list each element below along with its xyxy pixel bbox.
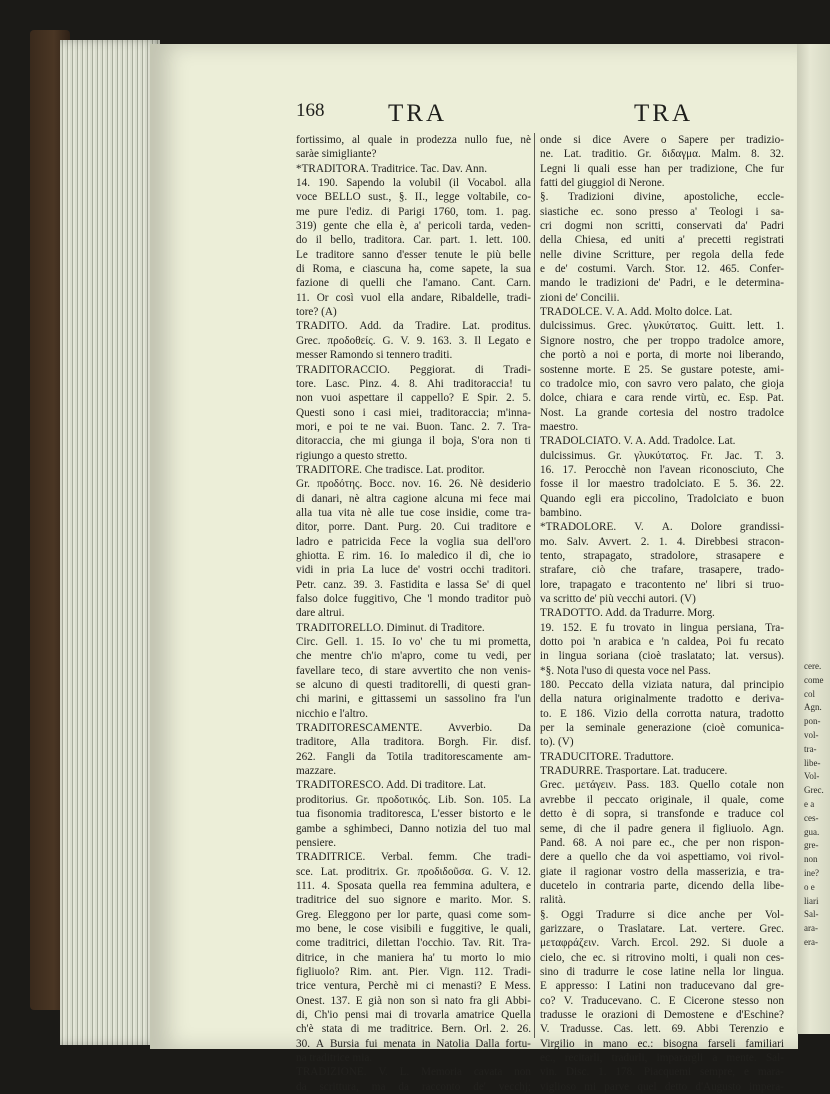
facing-page-text <box>804 60 828 1020</box>
text-line: 180. Peccato della viziata natura, dal principio <box>540 679 784 692</box>
text-line: ditoraccia, che mi giunga il boja, S'ora non ti <box>296 435 531 448</box>
text-line: siastiche ec. sono presso a' Teologi i sa- <box>540 205 784 218</box>
text-line: Grec. μετάγειν. Pass. 183. Quello cotale non <box>540 779 784 792</box>
text-line: figliuolo? Rim. ant. Pier. Vign. 112. Tradi- <box>296 965 531 978</box>
page-number: 168 <box>296 100 325 121</box>
text-line: vin. Disc. 1. 178. Piacquemi sempre, e mara- <box>540 1066 784 1079</box>
text-line: sostenne morte. E 25. Se gustare poteste, ami- <box>540 363 784 376</box>
facing-line: Vol- <box>804 771 820 782</box>
text-line: fazione di quelli che l'amano. Cant. Carn. <box>296 277 531 290</box>
facing-line: non <box>804 854 818 865</box>
facing-line: tra- <box>804 743 817 754</box>
text-line: chi marini, e gittassemi un sassolino fra l'un <box>296 693 531 706</box>
facing-line: e a <box>804 798 815 809</box>
text-line: Le traditore sanno d'esser tenute le più belle <box>296 248 531 261</box>
text-line: 262. Fangli da Totila traditorescamente am- <box>296 750 531 763</box>
text-line: cielo, che ec. si ritrovino molti, i quali non ces- <box>540 951 784 964</box>
facing-line: liari <box>804 895 819 906</box>
text-line: Petr. canz. 39. 3. Fastidita e lassa Se' di quel <box>296 578 531 591</box>
text-line: in lingua soriana (cioè traslatato; lat. versus). <box>540 650 784 663</box>
facing-line: ces- <box>804 812 819 823</box>
text-line: Gr. προδότης. Bocc. nov. 16. 26. Nè desiderio <box>296 478 531 491</box>
text-line: e de' costumi. Varch. Stor. 12. 465. Confer- <box>540 263 784 276</box>
text-line: 19. 152. E fu trovato in lingua persiana, Tra- <box>540 621 784 634</box>
text-line: co? V. Traducevano. C. E Cicerone stesso non <box>540 994 784 1007</box>
text-line: rigiungo a questo stretto. <box>296 449 408 462</box>
text-line: pensiere. <box>296 836 337 849</box>
text-line: dolce, chiara e cara rende virtù, ec. Esp. Pat. <box>540 392 784 405</box>
text-line: dere a quello che da voi aspettiamo, voi rivol- <box>540 851 784 864</box>
text-line: della natura originalmente tradotto e deriva- <box>540 693 784 706</box>
text-line: di danari, nè altra cagione alcuna mi fece mai <box>296 492 531 505</box>
text-line: na traditrice mia. <box>296 1052 373 1064</box>
text-line: vidi in pria La luce de' vostri occhi traditori. <box>296 564 531 577</box>
facing-line: ara- <box>804 923 818 934</box>
text-line: 14. 190. Sapendo la volubil (il Vocabol. alla <box>296 177 531 190</box>
text-line: trice ventura, Perchè mi ci menasti? E Mess. <box>296 980 531 993</box>
text-line: traditrice del suo signore e marito. Mor. S. <box>296 894 531 907</box>
text-line: Questi sono i casi miei, traditoraccia; m'inna- <box>296 406 531 419</box>
text-line: §. Tradizioni divine, apostoliche, eccle- <box>540 191 784 204</box>
facing-line: libe- <box>804 757 821 768</box>
text-line: fatti del giuggiol di Nerone. <box>540 177 665 190</box>
text-line: ditor, porre. Dant. Purg. 20. Cui traditore e <box>296 521 531 534</box>
text-line: TRADOLCE. V. A. Add. Molto dolce. Lat. <box>540 306 733 319</box>
text-line: ditrice, in che maniera ha' tu morto lo mio <box>296 951 531 964</box>
text-line: Grec. προδοθείς. G. V. 9. 163. 3. Il Legato e <box>296 334 531 347</box>
text-line: tua fisonomia traditoresca, L'esser bistorto e le <box>296 808 531 821</box>
text-line: lore, trapagato e tracontento ne' libri si truo- <box>540 578 784 591</box>
text-line: TRADIZIONE. V. L. Memoria cavata non <box>296 1066 531 1079</box>
text-line: Quando egli era piccolino, Tradolciato e buon <box>540 492 784 505</box>
text-line: *§. Nota l'uso di questa voce nel Pass. <box>540 664 711 677</box>
text-line: V. Tradusse. Cas. lett. 69. Abbi Terenzio e <box>540 1023 784 1036</box>
facing-line: gua. <box>804 826 820 837</box>
text-line: della Chiesa, ed uniti a' precetti registrati <box>540 234 784 247</box>
text-line: ec., recitarli, tradurli, imparargli a mente. Sal- <box>540 1052 784 1064</box>
text-line: 16. 17. Perocchè non l'avean riconosciuto, Che <box>540 463 784 476</box>
running-head-right: TRA <box>634 100 693 127</box>
text-line: traditore, Alla traditora. Borgh. Fir. disf. <box>296 736 531 749</box>
text-line: saràe simigliante? <box>296 148 377 161</box>
text-line: to. E 186. Vizio della corrotta natura, tradotto <box>540 707 784 720</box>
facing-line: Grec. <box>804 785 824 796</box>
text-line: ghiotta. E rim. 16. Io maledico il dì, che io <box>296 549 531 562</box>
text-line: dare altrui. <box>296 607 345 620</box>
text-line: come traditrici, dilettan l'occhio. Tav. Rit. Tra- <box>296 937 531 950</box>
text-line: giate il ragionar vostro della masserizia, e tra- <box>540 865 784 878</box>
text-line: 111. 4. Sposata quella rea femmina adultera, e <box>296 879 531 892</box>
running-head-left: TRA <box>388 100 447 127</box>
text-line: μεταφράζειν. Varch. Ercol. 292. Si duole a <box>540 937 784 950</box>
text-line: non vuoi aspettare il cappello? E Spir. 2. 5. <box>296 392 531 405</box>
text-line: alla tua vita nè alle tue cose insidie, come tra- <box>296 506 531 519</box>
page-edges <box>60 40 160 1045</box>
text-line: seme, di che il padre genera il figliuolo. Agn. <box>540 822 784 835</box>
text-line: §. Oggi Tradurre si dice anche per Vol- <box>540 908 784 921</box>
text-line: ducetelo in contraria parte, dicendo della libe- <box>540 879 784 892</box>
text-line: mazzare. <box>296 765 337 778</box>
text-line: Onest. 137. E già non son sì nato fra gli Abbi- <box>296 994 531 1007</box>
right-column <box>540 133 784 1093</box>
text-line: ladro e patricida Fece la voglia sua dell'oro <box>296 535 531 548</box>
text-line: Signore nostro, che per troppo tradolce amore, <box>540 334 784 347</box>
text-line: me pure l'ediz. di Parigi 1760, tom. 1. pag. <box>296 205 531 218</box>
text-line: do il bello, traditora. Car. part. 1. lett. 100. <box>296 234 531 247</box>
text-line: *TRADOLORE. V. A. Dolore grandissi- <box>540 521 784 534</box>
text-line: che portò a noi e porta, di morte noi liberando, <box>540 349 784 362</box>
text-line: da scrittura, ma da racconto de' vecchj; <box>296 1080 531 1093</box>
facing-line: vol- <box>804 729 819 740</box>
text-line: ch'è stata di me traditrice. Bern. Orl. 2. 26. <box>296 1023 531 1036</box>
text-line: sino di tradurre le cose latine nella lor lingua. <box>540 965 784 978</box>
text-line: TRADUCITORE. Traduttore. <box>540 750 674 763</box>
text-line: favellare teco, di stare avvertito che non venis- <box>296 664 531 677</box>
text-line: falso dolce fuggitivo, Che 'l mondo traditor può <box>296 593 531 605</box>
text-line: mo bene, le cose visibili e fuggitive, le quali, <box>296 922 531 935</box>
text-line: 30. A Bursia fui menata in Natolia Dalla fortu- <box>296 1037 531 1050</box>
text-line: tore? (A) <box>296 306 337 319</box>
facing-line: ine? <box>804 867 819 878</box>
text-line: se alcuno di questi traditorelli, di questi gran- <box>296 679 531 692</box>
text-line: TRADITORESCO. Add. Di traditore. Lat. <box>296 779 486 792</box>
text-line: maestro. <box>540 420 579 433</box>
facing-line: era- <box>804 936 818 947</box>
text-line: nicchio e l'altro. <box>296 707 368 720</box>
text-line: 319) gente che ella è, a' pericoli tarda, veden- <box>296 220 531 233</box>
text-line: strafare, ciò che trafare, trasapere, trado- <box>540 564 784 577</box>
text-line: mo. Salv. Avvert. 2. 1. 4. Direbbesi stracon- <box>540 535 784 548</box>
text-line: dulcissimus. Grec. γλυκύτατος. Guitt. lett. 1. <box>540 320 784 333</box>
text-line: TRADITORESCAMENTE. Avverbio. Da <box>296 722 531 735</box>
text-line: TRADITORACCIO. Peggiorat. di Tradi- <box>296 363 531 376</box>
text-line: zioni de' Concilii. <box>540 291 620 304</box>
text-line: TRADITRICE. Verbal. femm. Che tradi- <box>296 851 531 864</box>
text-line: va scritto de' più vecchi autori. (V) <box>540 593 696 605</box>
text-line: Legni li quali esse han per tradizione, Che fur <box>540 162 784 175</box>
facing-line: cere. <box>804 661 822 671</box>
text-line: mando le tradizioni de' Padri, e le determina- <box>540 277 784 290</box>
text-line: avrebbe il peccato originale, il quale, come <box>540 793 784 806</box>
text-line: bambino. <box>540 506 582 519</box>
text-line: Virgilio in mano ec.: bisogna farseli familiari <box>540 1037 784 1050</box>
text-line: ne. Lat. traditio. Gr. διδαγμα. Malm. 8. 32. <box>540 148 784 161</box>
facing-line: o e <box>804 881 815 892</box>
text-line: per la seminale generazione (cioè comunica- <box>540 722 784 735</box>
text-line: to). (V) <box>540 736 574 749</box>
text-line: che mentre ch'io m'apro, come tu vedi, per <box>296 650 531 663</box>
text-line: TRADOLCIATO. V. A. Add. Tradolce. Lat. <box>540 435 736 448</box>
facing-line: come <box>804 674 824 685</box>
text-line: Circ. Gell. 1. 15. Io vo' che tu mi prometta, <box>296 636 531 649</box>
text-line: onde si dice Avere o Sapere per tradizio- <box>540 134 784 146</box>
text-line: fosse il lor maestro tradolciato. E 5. 36. 22. <box>540 478 784 491</box>
text-line: cri dogmi non scritti, conservati da' Padri <box>540 220 784 233</box>
text-line: tento, strapagato, stradolore, strasapere e <box>540 549 784 562</box>
text-line: *TRADITORA. Traditrice. Tac. Dav. Ann. <box>296 162 488 175</box>
text-line: messer Ramondo si tennero traditi. <box>296 349 453 362</box>
text-line: TRADITORE. Che tradisce. Lat. proditor. <box>296 463 485 476</box>
left-column <box>296 133 531 1093</box>
text-line: TRADITORELLO. Diminut. di Traditore. <box>296 621 485 634</box>
text-line: mori, e poi te ne vai. Buon. Tanc. 2. 7. Tra- <box>296 420 531 433</box>
text-line: voce BELLO sust., §. II., legge voltabile, co- <box>296 191 531 204</box>
text-line: Nost. La grande cortesia del nostro tradolce <box>540 406 784 419</box>
facing-line: Agn. <box>804 702 822 713</box>
facing-line: Sal- <box>804 909 819 920</box>
facing-line: col <box>804 688 815 699</box>
text-line: Greg. Eleggono per lor parte, quasi come som- <box>296 908 531 921</box>
text-line: sce. Lat. proditrix. Gr. προδιδοῦσα. G. V. 12. <box>296 865 531 878</box>
text-line: detto è di sopra, si transfonde e traduce col <box>540 808 784 821</box>
text-line: gambe a sghimbeci, Danno notizia del tuo mal <box>296 822 531 835</box>
text-line: fortissimo, al quale in prodezza nullo fue, nè <box>296 134 531 146</box>
facing-line: pon- <box>804 716 821 727</box>
text-line: TRADURRE. Trasportare. Lat. traducere. <box>540 765 728 778</box>
text-line: nelle divine Scritture, per regola della fede <box>540 248 784 261</box>
text-line: proditorius. Gr. προδοτικός. Lib. Son. 105. La <box>296 793 531 806</box>
text-line: TRADOTTO. Add. da Tradurre. Morg. <box>540 607 715 620</box>
text-line: 11. Or così vuol ella andare, Ribaldelle, tradi- <box>296 291 531 304</box>
text-line: dulcissimus. Gr. γλυκύτατος. Fr. Jac. T. 3. <box>540 449 784 462</box>
text-line: E appresso: I Latini non traducevano dal gre- <box>540 980 784 993</box>
text-line: ralità. <box>540 894 566 907</box>
text-line: dotto poi 'n arabica e 'n caldea, Poi fu recato <box>540 636 784 649</box>
text-line: di Roma, e ciascuna ha, come sapete, la sua <box>296 263 531 276</box>
text-line: TRADITO. Add. da Tradire. Lat. proditus. <box>296 320 531 333</box>
text-line: Pand. 68. A noi pare ec., che per non rispon- <box>540 836 784 849</box>
facing-line: gre- <box>804 840 819 851</box>
column-divider <box>534 133 535 1038</box>
text-line: di, Ch'io pensi mai di trovarla amatrice Quella <box>296 1008 531 1021</box>
text-line: co tradolce mio, con savro vero palato, che gioja <box>540 377 784 390</box>
text-line: viglioso mi parve quel detto d'Augusto impera- <box>540 1080 784 1093</box>
text-line: tradusse le orazioni di Demostene e d'Eschine? <box>540 1008 784 1021</box>
text-line: tore. Lasc. Pinz. 4. 8. Ahi traditoraccia! tu <box>296 377 531 390</box>
text-line: garizzare, o Traslatare. Lat. vertere. Grec. <box>540 922 784 935</box>
